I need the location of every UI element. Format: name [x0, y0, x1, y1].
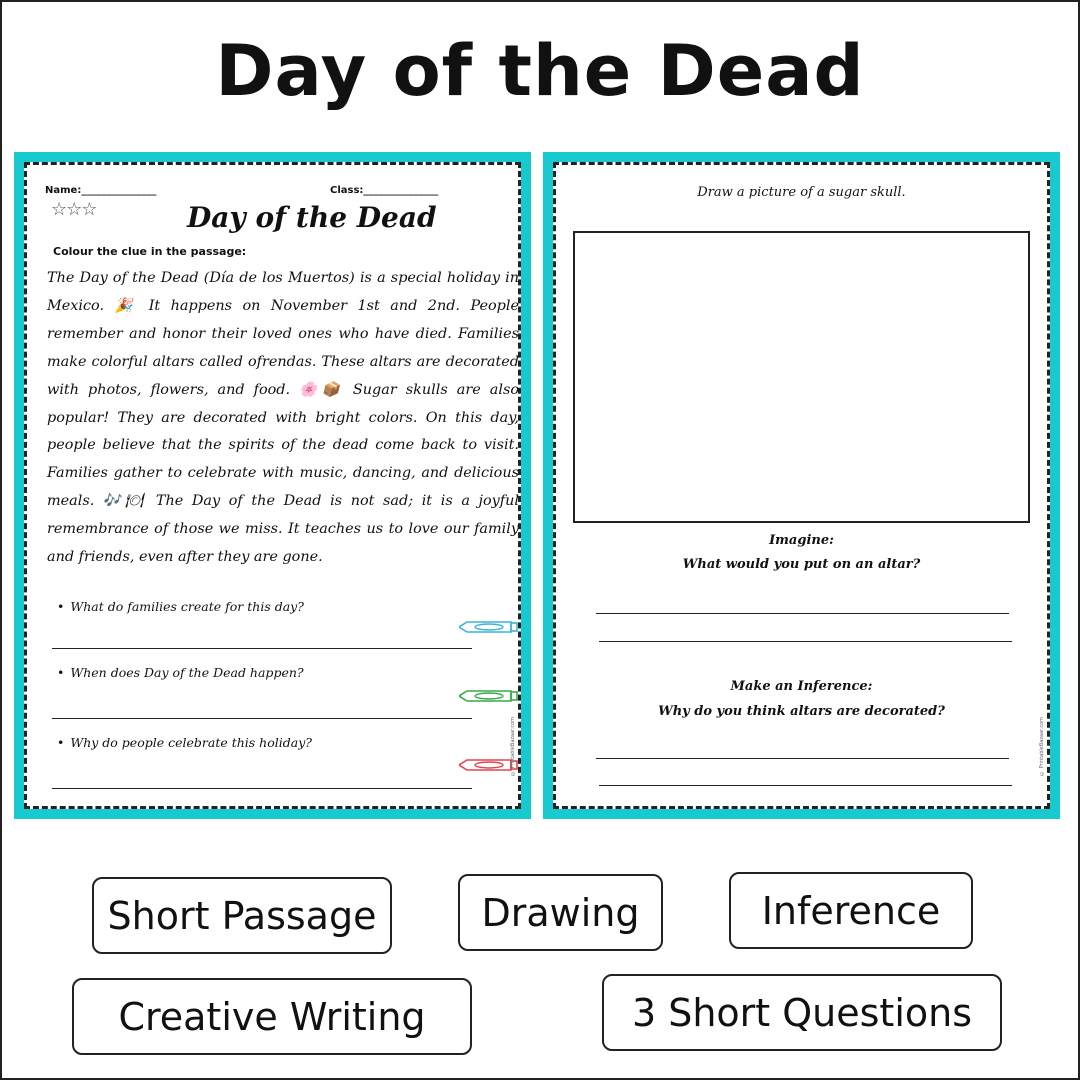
blue-crayon-icon	[459, 619, 519, 635]
tag-short-passage: Short Passage	[92, 877, 392, 954]
answer-line-1	[52, 648, 472, 649]
worksheet-activities-preview	[543, 152, 1060, 819]
worksheet-passage-preview	[14, 152, 531, 819]
tag-drawing: Drawing	[458, 874, 663, 951]
imagine-answer-line-2	[599, 641, 1012, 642]
question-3-text: Why do people celebrate this holiday?	[70, 735, 312, 750]
worksheet-activities-content	[553, 162, 1050, 809]
crayon-label	[475, 693, 503, 699]
question-1-text: What do families create for this day?	[70, 599, 304, 614]
crayon-cap	[511, 623, 517, 631]
class-field-label: Class:_______________	[330, 185, 439, 196]
imagine-question: What would you put on an altar?	[682, 557, 921, 572]
green-crayon-icon	[459, 688, 519, 704]
answer-line-2	[52, 718, 472, 719]
worksheet-title: Day of the Dead	[187, 201, 437, 234]
question-2: • When does Day of the Dead happen?	[57, 665, 304, 680]
reading-passage: The Day of the Dead (Día de los Muertos) is a special holiday in Mexico. 🎉 It happens on November 1st and 2nd. People remember and honor their loved ones who have died. Families make colorful altars called ofrendas. These altars are decorated with photos, flowers, and food. 🌸📦 Sugar skulls are also popular! They are decorated with bright colors. On this day, people believe that the spirits of the dead come back to visit. Families gather to celebrate with music, dancing, and delicious meals. 🎶🍽 The Day of the Dead is not sad; it is a joyful remembrance of those we miss. It teaches us to love our family and friends, even after they are gone.	[47, 270, 519, 566]
crayon-cap	[511, 692, 517, 700]
name-field-label: Name:_______________	[45, 185, 157, 196]
inference-question: Why do you think altars are decorated?	[658, 704, 945, 719]
credit-text: © PrintableBazaar.com	[1039, 717, 1045, 776]
drawing-box	[573, 231, 1030, 523]
imagine-answer-line-1	[596, 613, 1009, 614]
inference-answer-line-2	[599, 785, 1012, 786]
crayon-label	[475, 762, 503, 768]
credit-text: © PrintableBazaar.com	[510, 717, 516, 776]
question-2-text: When does Day of the Dead happen?	[70, 665, 304, 680]
question-1: • What do families create for this day?	[57, 599, 304, 614]
rating-stars-icon: ☆☆☆	[51, 199, 97, 220]
draw-prompt: Draw a picture of a sugar skull.	[697, 185, 906, 200]
tag-inference: Inference	[729, 872, 973, 949]
imagine-heading: Imagine:	[769, 533, 834, 548]
page-title: Day of the Dead	[215, 30, 865, 112]
tag-short-questions: 3 Short Questions	[602, 974, 1002, 1051]
inference-answer-line-1	[596, 758, 1009, 759]
inference-heading: Make an Inference:	[730, 679, 873, 694]
tag-creative-writing: Creative Writing	[72, 978, 472, 1055]
question-3: • Why do people celebrate this holiday?	[57, 735, 312, 750]
crayon-label	[475, 624, 503, 630]
worksheet-passage-content	[24, 162, 521, 809]
instruction-text: Colour the clue in the passage:	[53, 245, 247, 258]
answer-line-3	[52, 788, 472, 789]
